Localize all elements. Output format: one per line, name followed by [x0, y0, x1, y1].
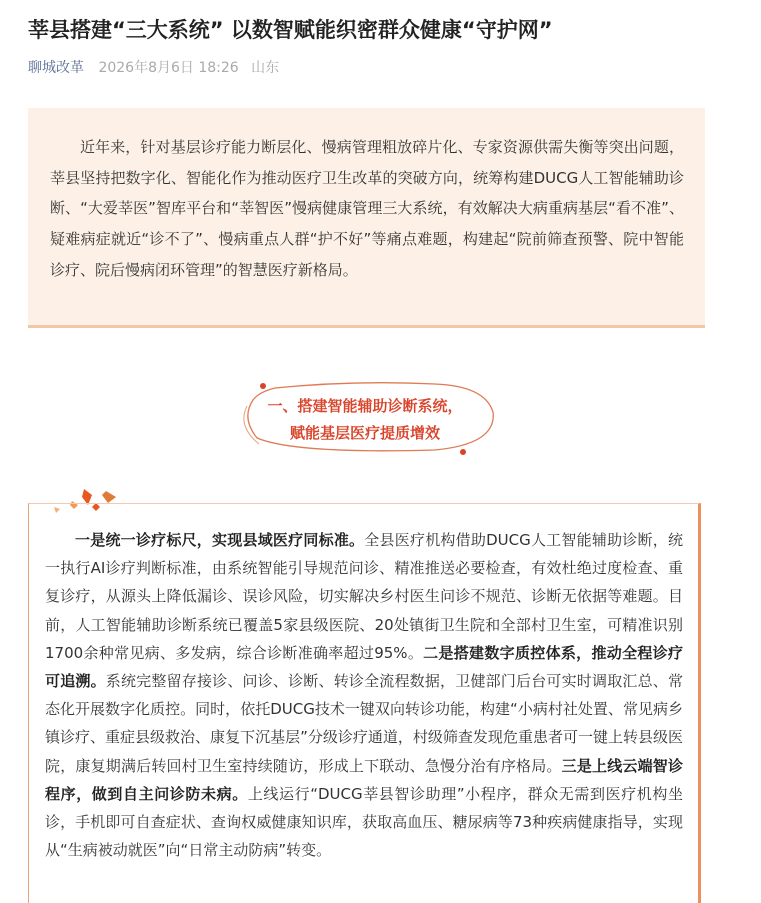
section-body-box — [28, 503, 701, 903]
point3-heading: 三是上线云端智诊程序，做到自主问诊防未病。 — [45, 756, 683, 803]
point1-heading: 一是统一诊疗标尺，实现县域医疗同标准。 — [75, 531, 365, 549]
intro-box — [28, 108, 705, 328]
intro-paragraph: 近年来，针对基层诊疗能力断层化、慢病管理粗放碎片化、专家资源供需失衡等突出问题，莘县坚持把数字化、智能化作为推动医疗卫生改革的突破方向，统筹构建DUCG人工智能辅助诊断、“大爱莘医”智库平台和“莘智医”慢病健康管理三大系统，有效解决大病重病基层“看不准”、疑难病症就近“诊不了”、慢病重点人群“护不好”等痛点难题，构建起“院前筛查预警、院中智能诊疗、院后慢病闭环管理”的智慧医疗新格局。 — [50, 138, 684, 279]
article-title: 莘县搭建“三大系统” 以数智赋能织密群众健康“守护网” — [28, 18, 553, 42]
section-heading-line2: 赋能基层医疗提质增效 — [289, 424, 440, 442]
point2-text: 系统完整留存接诊、问诊、诊断、转诊全流程数据，卫健部门后台可实时调取汇总、常态化开展数字化质控。同时，依托DUCG技术一键双向转诊功能，构建“小病村社处置、常见病乡镇诊疗、重症县级救治、康复下沉基层”分级诊疗通道，村级筛查发现危重患者可一键上转县级医院，康复期满后转回村卫生室持续随访，形成上下联动、急慢分治有序格局。 — [45, 672, 683, 775]
point3-text: 上线运行“DUCG莘县智诊助理”小程序，群众无需到医疗机构坐诊，手机即可自查症状、查询权威健康知识库，获取高血压、糖尿病等73种疾病健康指导，实现从“生病被动就医”向“日常主动防病”转变。 — [45, 784, 683, 860]
publish-location: 山东 — [251, 60, 280, 76]
point2-heading: 二是搭建数字质控体系，推动全程诊疗可追溯。 — [45, 643, 683, 691]
article-meta — [28, 57, 279, 79]
source-link[interactable]: 聊城改革 — [28, 60, 84, 76]
section-heading — [235, 378, 495, 458]
section-heading-line1: 一、搭建智能辅助诊断系统， — [267, 397, 463, 415]
publish-time: 2026年8月6日 18:26 — [98, 60, 239, 76]
point1-text: 全县医疗机构借助DUCG人工智能辅助诊断，统一执行AI诊疗判断标准，由系统智能引导规范问诊、精准推送必要检查，有效杜绝过度检查、重复诊疗，从源头上降低漏诊、误诊风险，切实解决乡村医生问诊不规范、诊断无依据等难题。目前，人工智能辅助诊断系统已覆盖5家县级医院、20处镇街卫生院和全部村卫生室，可精准识别1700余种常见病、多发病，综合诊断准确率超过95%。 — [45, 531, 683, 662]
section-body-paragraph — [45, 526, 683, 864]
